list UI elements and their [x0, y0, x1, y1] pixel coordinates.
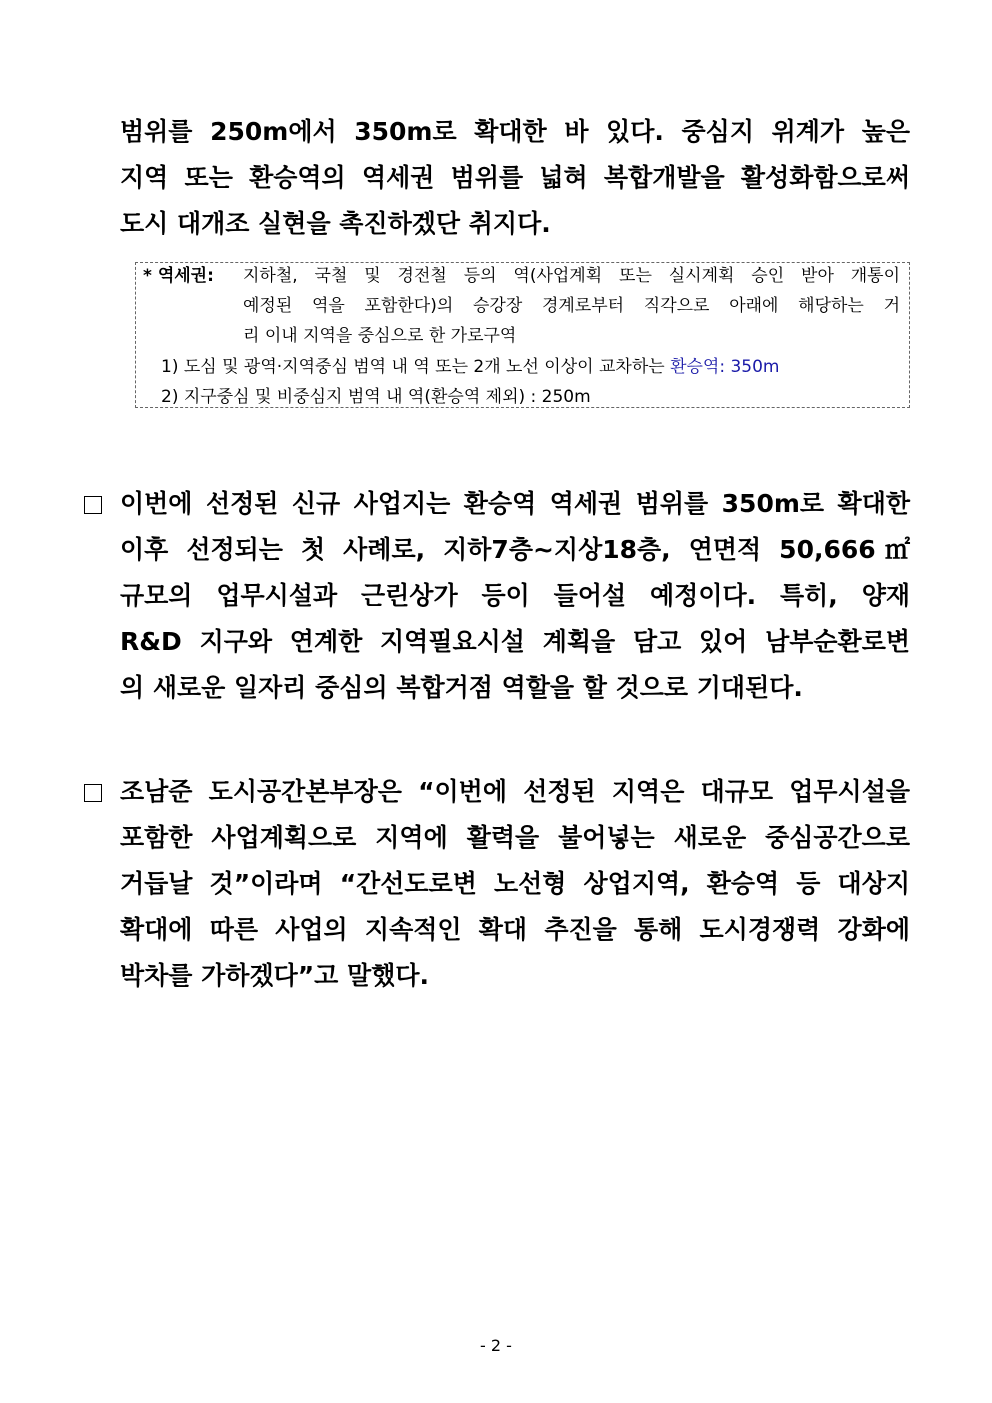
note-asterisk: * — [143, 266, 152, 286]
note-definition-line: 지하철, 국철 및 경전철 등의 역(사업계획 또는 실시계획 승인 받아 개통이 — [243, 266, 900, 286]
note-term: 역세권: — [157, 266, 214, 286]
note-definition-line: 예정된 역을 포함한다)의 승강장 경계로부터 직각으로 아래에 해당하는 거 — [243, 296, 900, 316]
note-item-1-highlight: 환승역: 350m — [670, 357, 780, 377]
note-definition-line: 리 이내 지역을 중심으로 한 가로구역 — [243, 326, 517, 346]
paragraph-line: 거듭날 것”이라며 “간선도로변 노선형 상업지역, 환승역 등 대상지 — [120, 869, 910, 898]
paragraph-line: 지역 또는 환승역의 역세권 범위를 넓혀 복합개발을 활성화함으로써 — [120, 163, 910, 192]
note-item-1-text: 1) 도심 및 광역·지역중심 범역 내 역 또는 2개 노선 이상이 교차하는 — [161, 357, 671, 377]
checkbox-bullet-icon — [84, 496, 102, 514]
paragraph-line: 확대에 따른 사업의 지속적인 확대 추진을 통해 도시경쟁력 강화에 — [120, 915, 910, 944]
paragraph-line: 박차를 가하겠다”고 말했다. — [120, 961, 429, 990]
paragraph-line: 이후 선정되는 첫 사례로, 지하7층~지상18층, 연면적 50,666㎡ — [120, 535, 910, 564]
paragraph-line: R&D 지구와 연계한 지역필요시설 계획을 담고 있어 남부순환로변 — [120, 627, 910, 656]
paragraph-line: 도시 대개조 실현을 촉진하겠단 취지다. — [120, 209, 551, 238]
paragraph-line: 조남준 도시공간본부장은 “이번에 선정된 지역은 대규모 업무시설을 — [120, 777, 910, 806]
paragraph-line: 범위를 250m에서 350m로 확대한 바 있다. 중심지 위계가 높은 — [120, 117, 910, 146]
paragraph-line: 포함한 사업계획으로 지역에 활력을 불어넣는 새로운 중심공간으로 — [120, 823, 910, 852]
note-marker — [143, 265, 214, 287]
paragraph-line: 이번에 선정된 신규 사업지는 환승역 역세권 범위를 350m로 확대한 — [120, 489, 910, 518]
paragraph-line: 규모의 업무시설과 근린상가 등이 들어설 예정이다. 특히, 양재 — [120, 581, 910, 610]
paragraph-line: 의 새로운 일자리 중심의 복합거점 역할을 할 것으로 기대된다. — [120, 673, 803, 702]
note-item-1 — [161, 356, 779, 378]
checkbox-bullet-icon — [84, 784, 102, 802]
page-number: - 2 - — [480, 1336, 512, 1355]
note-item-2: 2) 지구중심 및 비중심지 범역 내 역(환승역 제외) : 250m — [161, 387, 591, 407]
